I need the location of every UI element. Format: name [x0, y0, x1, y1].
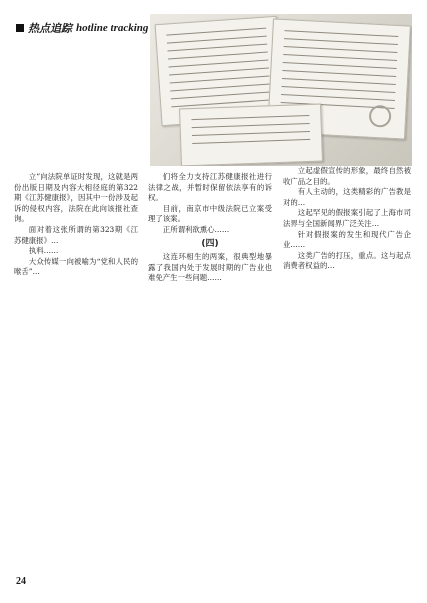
paragraph: 面对着这张所谓的第323期《江苏健康报》… — [14, 224, 138, 245]
text-column-2 — [148, 172, 272, 284]
stamp-icon — [369, 105, 392, 128]
paragraph: 们将全力支持江苏健康报社进行法律之战，并暂时保留依法享有的诉权。 — [148, 172, 272, 203]
paragraph: 针对假报案的发生和现代广告企业…… — [283, 229, 411, 250]
paragraph: 有人主动的，这类精彩的广告教是对的… — [283, 187, 411, 207]
paragraph: 立”向法院单证时发现，这就是两份出版日期及内容大相径庭的第322期《江苏健康报》，因其中一份涉及起诉的侵权内容，法院在此向该报社查询。 — [14, 172, 138, 224]
header-square-icon — [16, 24, 24, 32]
paragraph: 这连环相生的两案，很典型地暴露了我国内处于发展时期的广告业也难免产生一些问题…… — [148, 252, 272, 283]
paragraph: 目前，南京市中级法院已立案受理了该案。 — [148, 203, 272, 224]
paragraph: 大众传媒一向被喻为“党和人民的喉舌”… — [14, 256, 138, 277]
text-column-1 — [14, 172, 138, 278]
paragraph: 这类广告的打压，重点。这与起点消费者权益的… — [283, 250, 411, 271]
paragraph: 正所谓利欲熏心…… — [162, 224, 230, 234]
document-photo — [150, 14, 412, 166]
section-mark: (四) — [201, 238, 219, 249]
paragraph: 立起虚假宣传的形象，最终自然被收广品之目的。 — [283, 166, 411, 186]
paragraph: 执料…… — [28, 246, 59, 256]
section-header — [16, 20, 148, 36]
header-title: 热点追踪 — [28, 22, 72, 35]
newspaper-sheet-bottom — [179, 104, 323, 166]
page-number: 24 — [16, 576, 26, 587]
text-column-3 — [283, 166, 411, 272]
header-subtitle: hotline tracking — [76, 22, 149, 34]
paragraph: 这起罕见的假报案引起了上海市司法界与全国新闻界广泛关注… — [283, 208, 411, 228]
